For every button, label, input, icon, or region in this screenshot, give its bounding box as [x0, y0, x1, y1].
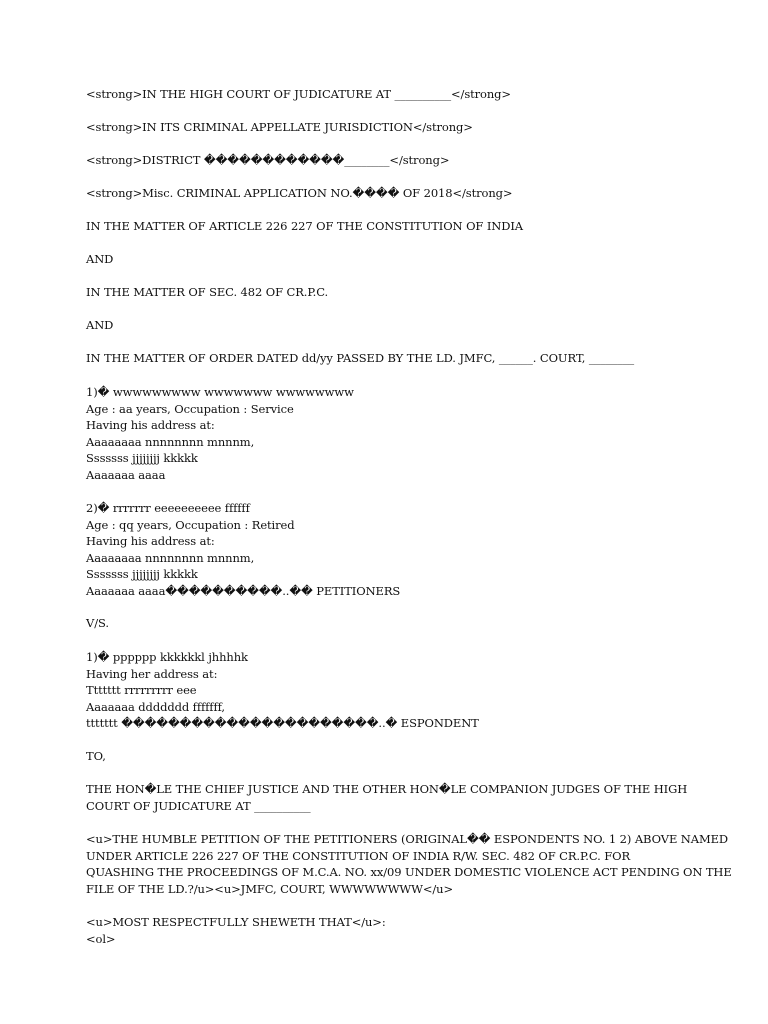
petition-line: QUASHING THE PROCEEDINGS OF M.C.A. NO. xx/09 UNDER DOMESTIC VIOLENCE ACT PENDING ON THE	[86, 865, 732, 880]
addressee-block	[86, 781, 688, 814]
petitioner-1-address-line: Aaaaaaaa nnnnnnnn mnnnm,	[86, 434, 255, 449]
list-tag-line: <ol>	[86, 931, 116, 946]
matter-section	[86, 284, 684, 301]
court-heading	[86, 86, 684, 103]
petition-block	[86, 831, 732, 897]
petitioner-2-address-line: Aaaaaaaa nnnnnnnn mnnnm,	[86, 550, 255, 565]
district-heading	[86, 152, 684, 169]
petitioner-1-block	[86, 384, 684, 484]
petitioner-1-address-line: Sssssss jjjjjjjj kkkkk	[86, 451, 198, 466]
addressee-line: THE HON�LE THE CHIEF JUSTICE AND THE OTHER HON�LE COMPANION JUDGES OF THE HIGH	[86, 782, 688, 796]
matter-order	[86, 350, 684, 367]
petition-line: <u>THE HUMBLE PETITION OF THE PETITIONERS (ORIGINAL�� ESPONDENTS NO. 1 2) ABOVE NAMED	[86, 832, 729, 846]
application-line: <strong>Misc. CRIMINAL APPLICATION NO.���� OF 2018</strong>	[86, 186, 513, 200]
petitioner-1-name: 1)� wwwwwwwww wwwwwww wwwwwwww	[86, 385, 354, 399]
court-line: <strong>IN THE HIGH COURT OF JUDICATURE AT __________</strong>	[86, 87, 511, 101]
respondent-1-address-line: Aaaaaaa ddddddd fffffff,	[86, 699, 225, 714]
and-line: AND	[86, 252, 114, 266]
petitioner-1-age: Age : aa years, Occupation : Service	[86, 401, 294, 416]
petitioner-2-block	[86, 500, 684, 600]
jurisdiction-line: <strong>IN ITS CRIMINAL APPELLATE JURISDICTION</strong>	[86, 120, 473, 134]
application-heading	[86, 185, 684, 202]
petition-line: FILE OF THE LD.?/u><u>JMFC, COURT, WWWWWWWW</u>	[86, 881, 454, 896]
closing-block	[86, 914, 684, 947]
to-line: TO,	[86, 749, 106, 763]
respondent-1-name: 1)� pppppp kkkkkkl jhhhhk	[86, 650, 248, 664]
respondent-1-block	[86, 649, 684, 732]
jurisdiction-heading	[86, 119, 684, 136]
petitioner-1-address-label: Having his address at:	[86, 418, 215, 433]
respondent-1-address-label: Having her address at:	[86, 666, 218, 681]
petitioner-1-address-line: Aaaaaaa aaaa	[86, 467, 166, 482]
matter-and-2	[86, 317, 684, 334]
matter-order-line: IN THE MATTER OF ORDER DATED dd/yy PASSED BY THE LD. JMFC, ______. COURT, ________	[86, 351, 635, 365]
matter-article	[86, 218, 684, 235]
petitioner-2-name: 2)� rrrrrrr eeeeeeeeee ffffff	[86, 501, 250, 515]
petition-line: UNDER ARTICLE 226 227 OF THE CONSTITUTION OF INDIA R/W. SEC. 482 OF CR.P.C. FOR	[86, 848, 630, 863]
respondent-1-address-line: Ttttttt rrrrrrrrr eee	[86, 683, 197, 698]
and-line: AND	[86, 318, 114, 332]
petitioner-2-address-line: Sssssss jjjjjjjj kkkkk	[86, 567, 198, 582]
petitioner-2-age: Age : qq years, Occupation : Retired	[86, 517, 295, 532]
district-line: <strong>DISTRICT ������������________</strong>	[86, 153, 450, 167]
petitioner-2-address-label: Having his address at:	[86, 534, 215, 549]
to-block	[86, 748, 684, 765]
versus-block	[86, 615, 684, 632]
matter-section-line: IN THE MATTER OF SEC. 482 OF CR.P.C.	[86, 285, 329, 299]
addressee-line: COURT OF JUDICATURE AT __________	[86, 798, 311, 813]
matter-and-1	[86, 251, 684, 268]
petitioner-2-address-line: Aaaaaaa aaaa����������..�� PETITIONERS	[86, 583, 401, 598]
sheweth-line: <u>MOST RESPECTFULLY SHEWETH THAT</u>:	[86, 915, 386, 929]
respondent-1-address-line: ttttttt ����������������������..� ESPONDENT	[86, 716, 479, 731]
versus-line: V/S.	[86, 616, 109, 630]
matter-article-line: IN THE MATTER OF ARTICLE 226 227 OF THE CONSTITUTION OF INDIA	[86, 219, 524, 233]
